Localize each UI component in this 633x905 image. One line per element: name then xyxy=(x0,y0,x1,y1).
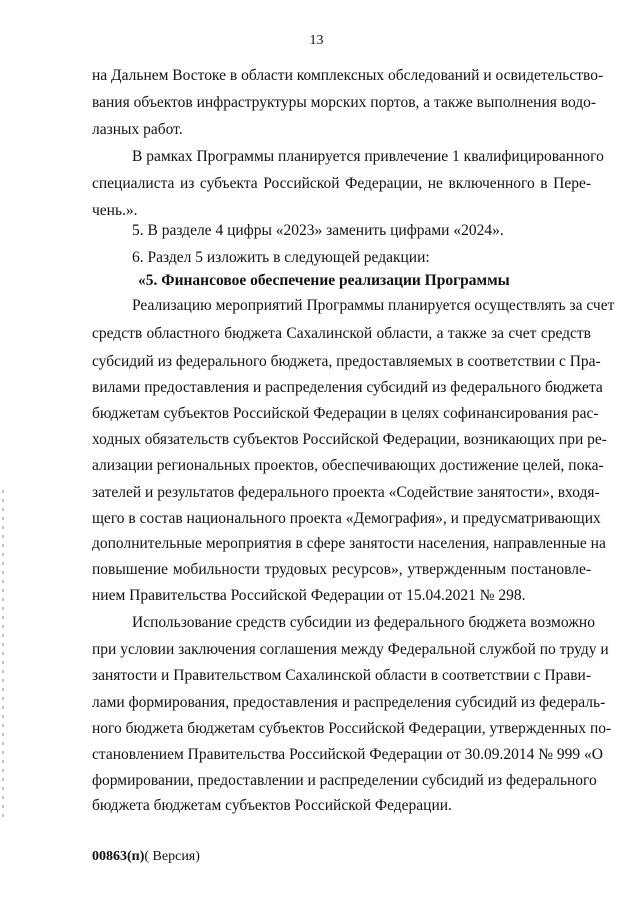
text-line: бюджета бюджетам субъектов Российской Федерации. xyxy=(92,797,452,814)
page-number: 13 xyxy=(309,33,324,48)
text-line: становлением Правительства Российской Федерации от 30.09.2014 № 999 «О xyxy=(92,746,603,763)
scan-edge-mark xyxy=(2,490,4,820)
text-line: В рамках Программы планируется привлечение 1 квалифицированного xyxy=(132,148,604,165)
document-code: 00863(п) xyxy=(92,849,145,864)
text-line: дополнительные мероприятия в сфере занятости населения, направленные на xyxy=(92,535,606,552)
document-version: ( Версия) xyxy=(144,849,200,864)
text-line: при условии заключения соглашения между Федеральной службой по труду и xyxy=(92,641,609,658)
text-line: ного бюджета бюджетам субъектов Российской Федерации, утвержденных по- xyxy=(92,720,612,737)
text-line: лами формирования, предоставления и распределения субсидий из федераль- xyxy=(92,694,606,711)
text-line: Реализацию мероприятий Программы планируется осуществлять за счет xyxy=(132,297,615,314)
text-line: занятости и Правительством Сахалинской области в соответствии с Прави- xyxy=(92,667,591,684)
text-line: зателей и результатов федерального проекта «Содействие занятости», входя- xyxy=(92,484,600,501)
text-line: на Дальнем Востоке в области комплексных обследований и освидетельство- xyxy=(92,67,604,84)
text-line: субсидий из федерального бюджета, предоставляемых в соответствии с Пра- xyxy=(92,353,601,370)
text-line: 5. В разделе 4 цифры «2023» заменить цифрами «2024». xyxy=(132,222,504,239)
text-line: вания объектов инфраструктуры морских портов, а также выполнения водо- xyxy=(92,94,597,111)
text-line: повышение мобильности трудовых ресурсов», утвержденным постановле- xyxy=(92,561,591,578)
text-line: формировании, предоставлении и распределении субсидий из федерального xyxy=(92,772,597,789)
text-line: чень.». xyxy=(92,202,138,219)
text-line: ализации региональных проектов, обеспечивающих достижение целей, пока- xyxy=(92,457,604,474)
text-line: средств областного бюджета Сахалинской области, а также за счет средств xyxy=(92,325,591,342)
section-heading: «5. Финансовое обеспечение реализации Программы xyxy=(138,272,510,289)
text-line: специалиста из субъекта Российской Федерации, не включенного в Пере- xyxy=(92,175,591,192)
text-line: нием Правительства Российской Федерации от 15.04.2021 № 298. xyxy=(92,587,526,604)
document-footer xyxy=(92,849,200,865)
text-line: 6. Раздел 5 изложить в следующей редакции: xyxy=(132,249,430,266)
text-line: Использование средств субсидии из федерального бюджета возможно xyxy=(132,614,595,631)
text-line: вилами предоставления и распределения субсидий из федерального бюджета xyxy=(92,379,603,396)
text-line: лазных работ. xyxy=(92,121,183,138)
text-line: ходных обязательств субъектов Российской Федерации, возникающих при ре- xyxy=(92,431,607,448)
text-line: щего в состав национального проекта «Демография», и предусматривающих xyxy=(92,510,601,527)
text-line: бюджетам субъектов Российской Федерации в целях софинансирования рас- xyxy=(92,405,599,422)
